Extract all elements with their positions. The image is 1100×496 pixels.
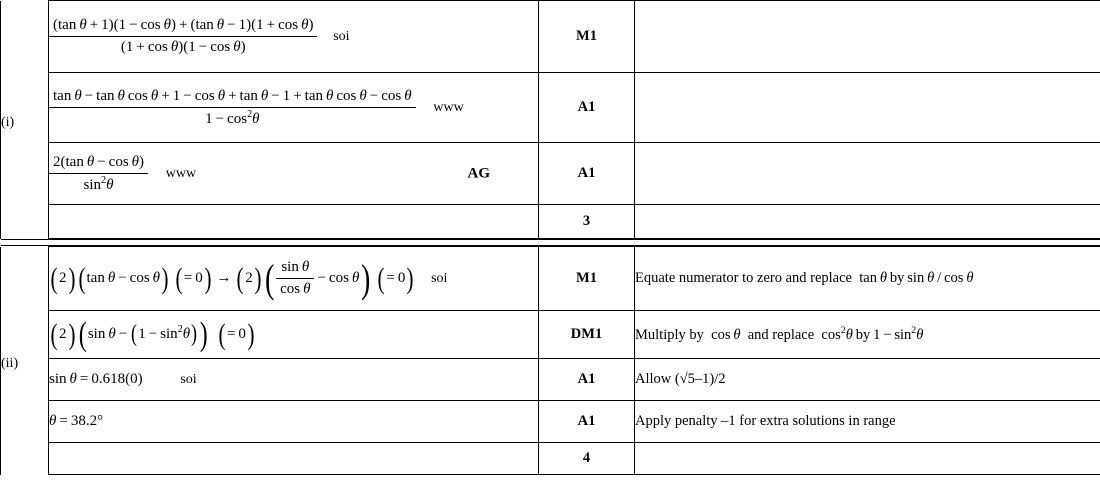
mark-cell-dm1-ii: DM1 (539, 311, 635, 359)
annotation-soi-3: soi (180, 372, 197, 387)
note-text-dm1-ii-mid: and replace (747, 326, 815, 343)
section-divider (1, 239, 1100, 247)
expression-6: ( 2)( $\sin \theta - (1 - \sin^2\theta)$) ( = 0) (50, 315, 255, 353)
note-cell-1 (635, 1, 1100, 73)
note-text-a1-ii-a: Allow (√5–1)/2 (635, 371, 726, 387)
part-label-cell-i (1, 1, 49, 239)
table-row-total-ii (1, 443, 1100, 475)
mark-cell-a1-i-b: A1 (539, 143, 635, 205)
note-cell-a1-ii-a (635, 359, 1100, 401)
part-label-i: (i) (1, 114, 15, 130)
mark-cell-m1-i: M1 (539, 1, 635, 73)
table-row (1, 359, 1100, 401)
annotation-www-2: www (165, 165, 197, 181)
table-row (1, 1, 1100, 73)
mark-cell-a1-ii-a: A1 (539, 359, 635, 401)
note-math-dm1-ii-2: $\cos^2\theta$ by $1 - \sin^2\theta$ (817, 325, 924, 343)
note-math-dm1-ii-1: cos θ (707, 326, 741, 343)
mark-cell-a1-i-a: A1 (539, 73, 635, 143)
working-cell-3 (49, 143, 539, 205)
note-cell-dm1-ii (635, 311, 1100, 359)
mark-cell-total-ii: 4 (539, 443, 635, 475)
working-cell-8 (49, 401, 539, 443)
expression-7: sin θ = 0.618(0) (49, 371, 143, 387)
working-cell-blank-ii (49, 443, 539, 475)
annotation-soi-1: soi (333, 28, 350, 44)
note-cell-3 (635, 143, 1100, 205)
part-label-ii: (ii) (1, 355, 19, 371)
annotation-soi-2: soi (431, 270, 448, 286)
expression-2: tan θ − tan θ cos θ + 1 − cos θ + tan θ − 1 + tan θ cos θ − cos θ $1 - \cos^2\theta$ (49, 99, 419, 115)
working-cell-5 (49, 247, 539, 311)
note-text-dm1-ii: Multiply by (635, 326, 704, 343)
note-cell-9 (635, 443, 1100, 475)
working-cell-1 (49, 1, 539, 73)
expression-1: $\frac{\text{(tan θ + 1)(1 − cos θ) + (tan θ − 1)(1 + cos θ)}}{\text{(1 + cos θ)(1 − cos θ)}}$ (49, 28, 321, 44)
note-cell-a1-ii-b (635, 401, 1100, 443)
note-cell-m1-ii (635, 247, 1100, 311)
working-cell-7 (49, 359, 539, 401)
note-text-m1-ii: Equate numerator to zero and replace (635, 270, 852, 286)
annotation-www-1: www (433, 99, 464, 115)
mark-cell-a1-ii-b: A1 (539, 401, 635, 443)
note-text-a1-ii-b: Apply penalty –1 for extra solutions in range (635, 413, 896, 429)
table-row (1, 311, 1100, 359)
annotation-ag: AG (467, 165, 490, 181)
table-row (1, 247, 1100, 311)
working-cell-blank-i (49, 205, 539, 239)
table-row-total-i (1, 205, 1100, 239)
table-row (1, 401, 1100, 443)
expression-3: $\frac{\text{2(tan θ − cos θ)}}{\sin^2\theta}$ (49, 165, 152, 181)
note-cell-4 (635, 205, 1100, 239)
expression-5: ( 2) ( tan θ − cos θ) ( = 0) → ( 2)( $\frac{\text{sin θ}}{\text{cos θ}}$ − cos θ) ( = 0) (50, 255, 414, 301)
note-cell-2 (635, 73, 1100, 143)
part-label-cell-ii (1, 247, 49, 475)
mark-cell-total-i: 3 (539, 205, 635, 239)
mark-cell-m1-ii: M1 (539, 247, 635, 311)
working-cell-6 (49, 311, 539, 359)
table-row (1, 143, 1100, 205)
table-row (1, 73, 1100, 143)
note-math-m1-ii: tan θ by sin θ / cos θ (855, 270, 974, 286)
expression-8: θ = 38.2° (49, 413, 104, 429)
working-cell-2 (49, 73, 539, 143)
